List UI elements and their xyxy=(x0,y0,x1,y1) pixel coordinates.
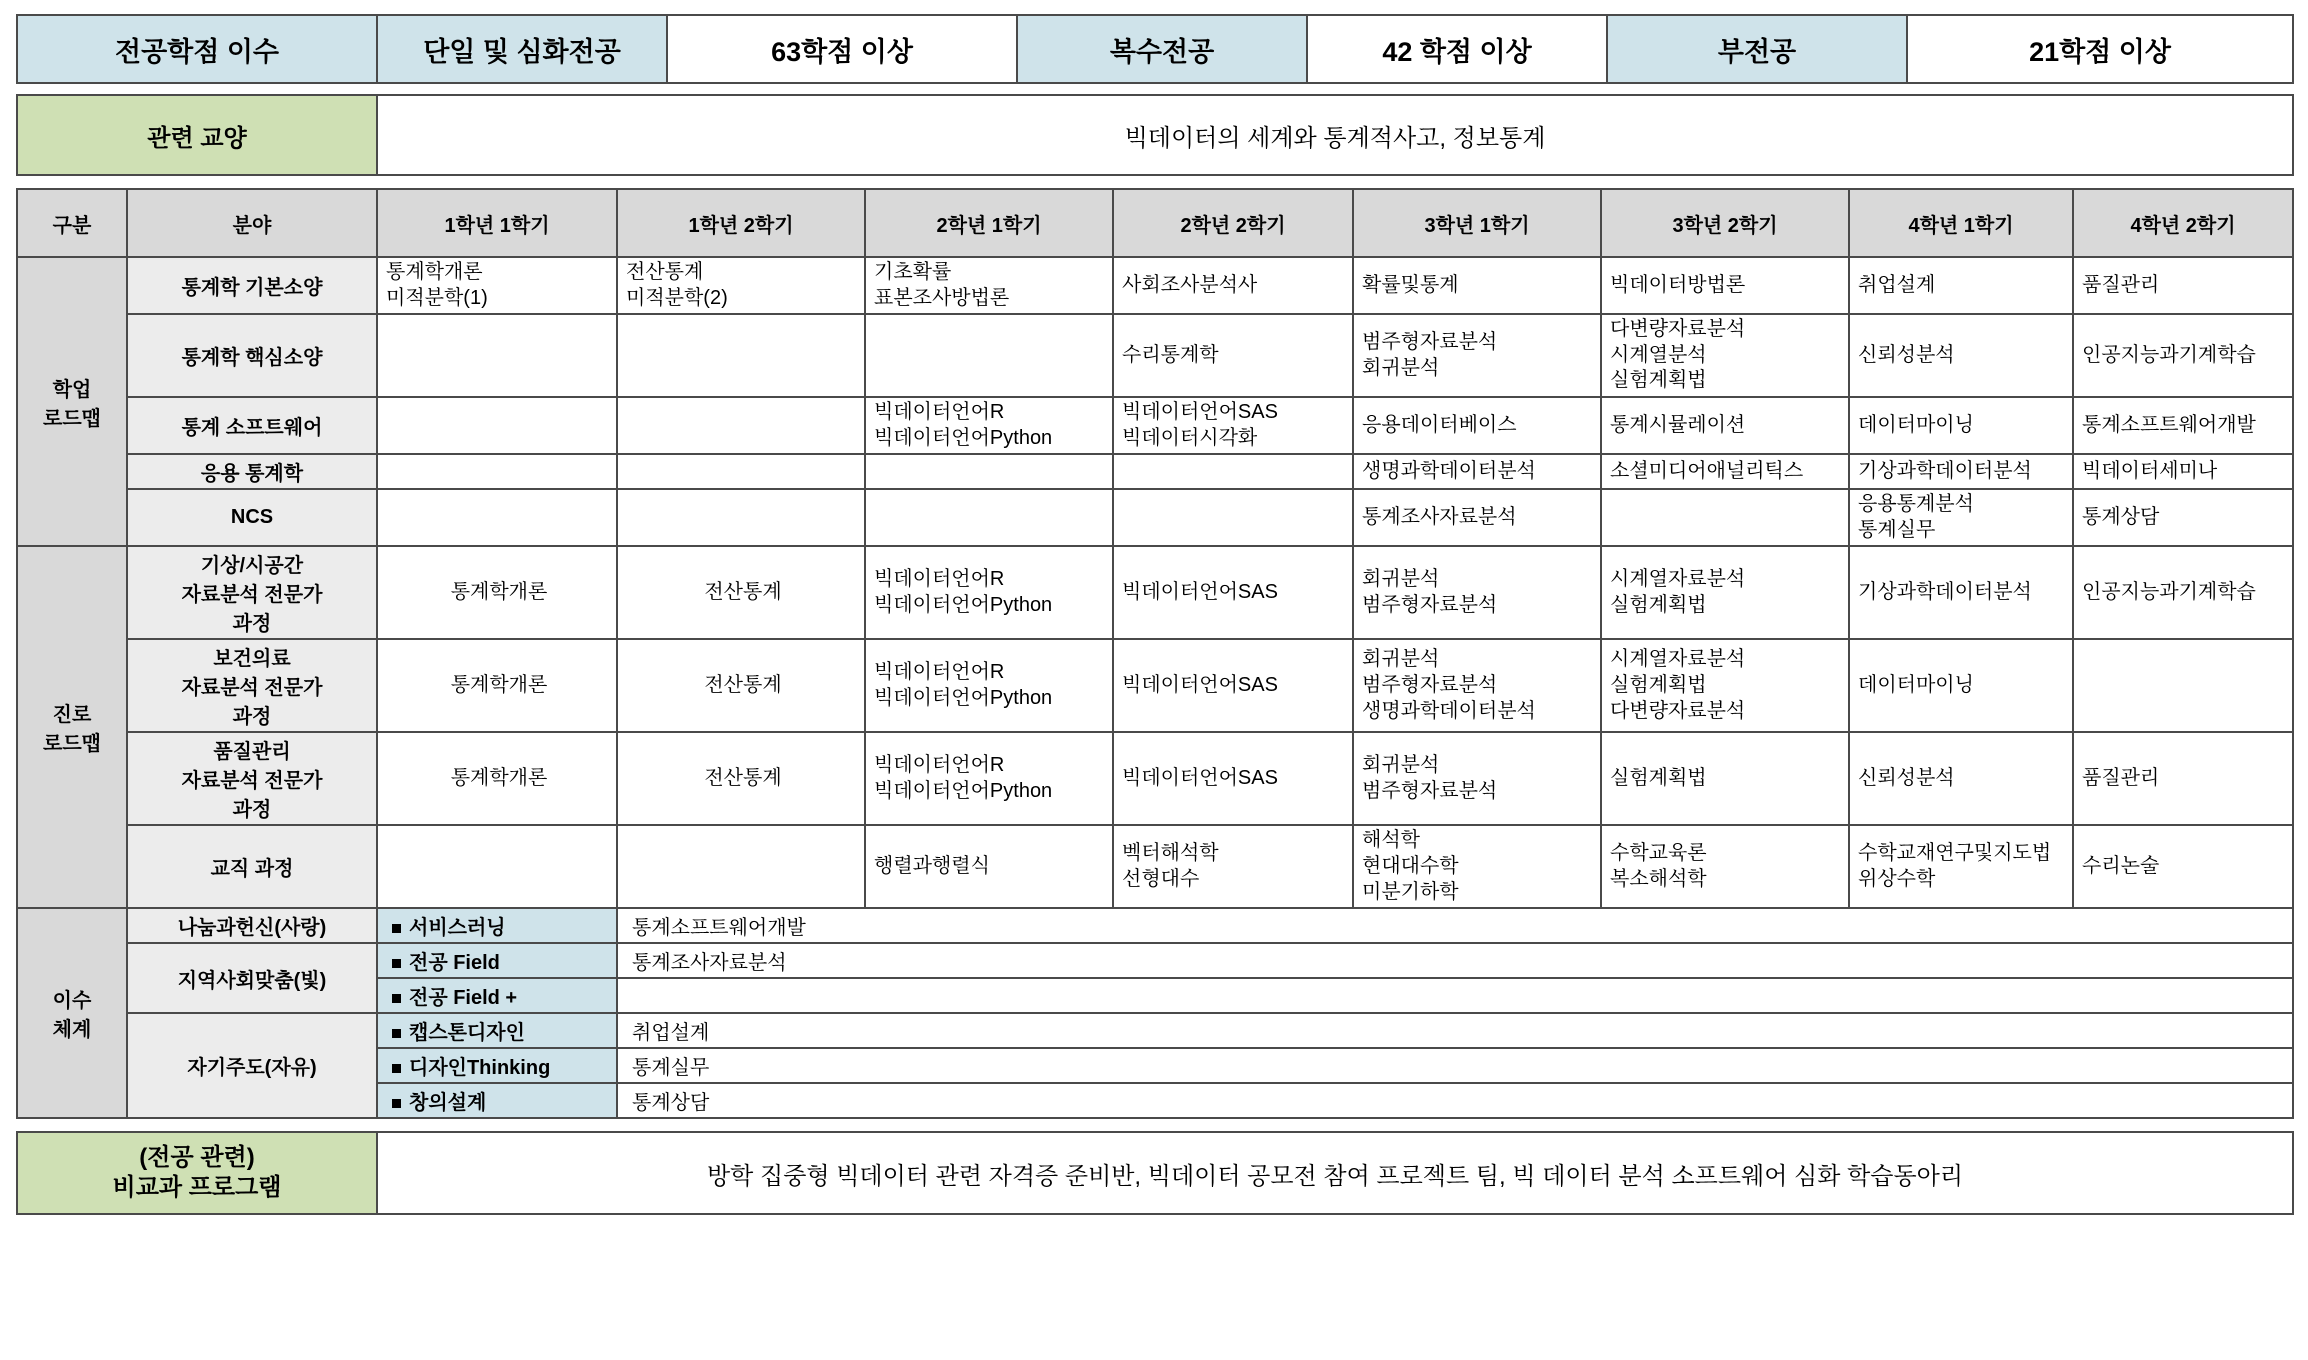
cell-1-3-6: 수학교재연구및지도법 위상수학 xyxy=(1849,825,2073,908)
table-row xyxy=(17,908,2293,943)
group-label-line2: 로드맵 xyxy=(43,733,101,756)
cell-1-1-4: 회귀분석 범주형자료분석 생명과학데이터분석 xyxy=(1353,639,1601,732)
cell-1-2-4: 회귀분석 범주형자료분석 xyxy=(1353,732,1601,825)
header-cell-5: 2학년 2학기 xyxy=(1113,189,1353,257)
cell-0-1-0 xyxy=(377,314,617,397)
cell-0-1-5: 다변량자료분석 시계열분석 실험계획법 xyxy=(1601,314,1849,397)
credits-item-name-0: 단일 및 심화전공 xyxy=(377,15,667,83)
cell-0-2-3: 빅데이터언어SAS 빅데이터시각화 xyxy=(1113,397,1353,454)
table-row xyxy=(17,1132,2293,1214)
extracurricular-label-line2: 비교과 프로그램 xyxy=(112,1174,282,1202)
cell-0-3-2 xyxy=(865,454,1113,489)
cell-0-0-2: 기초확률 표본조사방법론 xyxy=(865,257,1113,314)
cell-0-3-4: 생명과학데이터분석 xyxy=(1353,454,1601,489)
completion-value-1: 통계조사자료분석 xyxy=(617,943,2293,978)
chip-label: 전공 Field xyxy=(409,952,500,975)
field-label-0-3: 응용 통계학 xyxy=(127,454,377,489)
chip-label: 창의설계 xyxy=(409,1092,487,1115)
cell-1-3-4: 해석학 현대대수학 미분기하학 xyxy=(1353,825,1601,908)
bullet-icon xyxy=(392,1099,401,1108)
completion-category-3: 자기주도(자유) xyxy=(127,1013,377,1118)
table-row xyxy=(17,15,2293,83)
cell-1-2-1: 전산통계 xyxy=(617,732,865,825)
cell-1-1-7 xyxy=(2073,639,2293,732)
cell-0-3-1 xyxy=(617,454,865,489)
cell-0-3-0 xyxy=(377,454,617,489)
table-row xyxy=(17,314,2293,397)
chip-label: 전공 Field + xyxy=(409,987,518,1010)
cell-0-3-7: 빅데이터세미나 xyxy=(2073,454,2293,489)
field-label-1-3: 교직 과정 xyxy=(127,825,377,908)
cell-0-3-5: 소셜미디어애널리틱스 xyxy=(1601,454,1849,489)
cell-0-2-2: 빅데이터언어R 빅데이터언어Python xyxy=(865,397,1113,454)
cell-1-1-0: 통계학개론 xyxy=(377,639,617,732)
cell-1-0-4: 회귀분석 범주형자료분석 xyxy=(1353,546,1601,639)
cell-0-0-0: 통계학개론 미적분학(1) xyxy=(377,257,617,314)
completion-value-3: 취업설계 xyxy=(617,1013,2293,1048)
group-label-completion xyxy=(17,908,127,1118)
completion-value-2 xyxy=(617,978,2293,1013)
cell-1-0-0: 통계학개론 xyxy=(377,546,617,639)
field-label-0-2: 통계 소프트웨어 xyxy=(127,397,377,454)
liberal-value: 빅데이터의 세계와 통계적사고, 정보통계 xyxy=(377,95,2293,175)
cell-1-1-3: 빅데이터언어SAS xyxy=(1113,639,1353,732)
extracurricular-table xyxy=(16,1131,2294,1215)
cell-0-1-7: 인공지능과기계학습 xyxy=(2073,314,2293,397)
credits-item-value-2: 21학점 이상 xyxy=(1907,15,2293,83)
table-row xyxy=(17,257,2293,314)
completion-value-5: 통계상담 xyxy=(617,1083,2293,1118)
extracurricular-label-line1: (전공 관련) xyxy=(139,1144,255,1172)
cell-0-0-3: 사회조사분석사 xyxy=(1113,257,1353,314)
header-cell-3: 1학년 2학기 xyxy=(617,189,865,257)
completion-value-0: 통계소프트웨어개발 xyxy=(617,908,2293,943)
completion-chip-1 xyxy=(377,943,617,978)
credits-item-name-2: 부전공 xyxy=(1607,15,1907,83)
cell-1-0-5: 시계열자료분석 실험계획법 xyxy=(1601,546,1849,639)
cell-1-3-1 xyxy=(617,825,865,908)
table-header-row xyxy=(17,189,2293,257)
cell-1-3-5: 수학교육론 복소해석학 xyxy=(1601,825,1849,908)
credits-label: 전공학점 이수 xyxy=(17,15,377,83)
field-label-1-0 xyxy=(127,546,377,639)
cell-0-1-6: 신뢰성분석 xyxy=(1849,314,2073,397)
field-line: 기상/시공간 xyxy=(200,555,304,578)
cell-0-3-3 xyxy=(1113,454,1353,489)
cell-0-1-4: 범주형자료분석 회귀분석 xyxy=(1353,314,1601,397)
bullet-icon xyxy=(392,1029,401,1038)
header-cell-0: 구분 xyxy=(17,189,127,257)
cell-1-1-6: 데이터마이닝 xyxy=(1849,639,2073,732)
liberal-arts-table xyxy=(16,94,2294,176)
cell-1-1-5: 시계열자료분석 실험계획법 다변량자료분석 xyxy=(1601,639,1849,732)
cell-0-0-4: 확률및통계 xyxy=(1353,257,1601,314)
field-line: 과정 xyxy=(232,613,272,636)
header-cell-2: 1학년 1학기 xyxy=(377,189,617,257)
field-label-0-1: 통계학 핵심소양 xyxy=(127,314,377,397)
field-line: 과정 xyxy=(232,799,272,822)
cell-0-1-2 xyxy=(865,314,1113,397)
table-row xyxy=(17,943,2293,978)
cell-0-0-7: 품질관리 xyxy=(2073,257,2293,314)
main-roadmap-table xyxy=(16,188,2294,1119)
cell-0-4-0 xyxy=(377,489,617,546)
cell-0-2-6: 데이터마이닝 xyxy=(1849,397,2073,454)
cell-0-4-6: 응용통계분석 통계실무 xyxy=(1849,489,2073,546)
cell-0-1-1 xyxy=(617,314,865,397)
cell-1-3-7: 수리논술 xyxy=(2073,825,2293,908)
cell-0-2-5: 통계시뮬레이션 xyxy=(1601,397,1849,454)
cell-0-0-6: 취업설계 xyxy=(1849,257,2073,314)
table-row xyxy=(17,95,2293,175)
cell-0-2-7: 통계소프트웨어개발 xyxy=(2073,397,2293,454)
cell-0-4-3 xyxy=(1113,489,1353,546)
cell-0-3-6: 기상과학데이터분석 xyxy=(1849,454,2073,489)
header-cell-1: 분야 xyxy=(127,189,377,257)
header-cell-9: 4학년 2학기 xyxy=(2073,189,2293,257)
cell-0-4-1 xyxy=(617,489,865,546)
completion-chip-5 xyxy=(377,1083,617,1118)
cell-1-1-1: 전산통계 xyxy=(617,639,865,732)
completion-chip-3 xyxy=(377,1013,617,1048)
cell-1-2-2: 빅데이터언어R 빅데이터언어Python xyxy=(865,732,1113,825)
field-line: 자료분석 전문가 xyxy=(181,770,323,793)
field-line: 자료분석 전문가 xyxy=(181,677,323,700)
cell-1-1-2: 빅데이터언어R 빅데이터언어Python xyxy=(865,639,1113,732)
completion-category-1: 지역사회맞춤(빛) xyxy=(127,943,377,1013)
table-row xyxy=(17,546,2293,639)
cell-0-1-3: 수리통계학 xyxy=(1113,314,1353,397)
extracurricular-label xyxy=(17,1132,377,1214)
cell-1-2-6: 신뢰성분석 xyxy=(1849,732,2073,825)
cell-0-2-0 xyxy=(377,397,617,454)
cell-1-3-3: 벡터해석학 선형대수 xyxy=(1113,825,1353,908)
table-row xyxy=(17,825,2293,908)
group-label-academic xyxy=(17,257,127,546)
credits-table xyxy=(16,14,2294,84)
header-cell-7: 3학년 2학기 xyxy=(1601,189,1849,257)
cell-1-0-2: 빅데이터언어R 빅데이터언어Python xyxy=(865,546,1113,639)
extracurricular-value: 방학 집중형 빅데이터 관련 자격증 준비반, 빅데이터 공모전 참여 프로젝트 팀, 빅 데이터 분석 소프트웨어 심화 학습동아리 xyxy=(377,1132,2293,1214)
header-cell-8: 4학년 1학기 xyxy=(1849,189,2073,257)
field-label-1-1 xyxy=(127,639,377,732)
cell-1-3-2: 행렬과행렬식 xyxy=(865,825,1113,908)
cell-0-4-4: 통계조사자료분석 xyxy=(1353,489,1601,546)
group-label-line1: 진로 xyxy=(52,704,92,727)
bullet-icon xyxy=(392,959,401,968)
header-cell-6: 3학년 1학기 xyxy=(1353,189,1601,257)
completion-category-0: 나눔과헌신(사랑) xyxy=(127,908,377,943)
field-label-1-2 xyxy=(127,732,377,825)
table-row xyxy=(17,732,2293,825)
cell-0-0-1: 전산통계 미적분학(2) xyxy=(617,257,865,314)
cell-1-0-7: 인공지능과기계학습 xyxy=(2073,546,2293,639)
cell-0-4-7: 통계상담 xyxy=(2073,489,2293,546)
field-line: 품질관리 xyxy=(213,741,291,764)
group-label-line1: 학업 xyxy=(52,378,92,401)
table-row xyxy=(17,397,2293,454)
chip-label: 디자인Thinking xyxy=(409,1057,551,1080)
credits-item-name-1: 복수전공 xyxy=(1017,15,1307,83)
chip-label: 서비스러닝 xyxy=(409,917,506,940)
bullet-icon xyxy=(392,1064,401,1073)
cell-0-4-5 xyxy=(1601,489,1849,546)
cell-1-2-7: 품질관리 xyxy=(2073,732,2293,825)
cell-0-2-1 xyxy=(617,397,865,454)
field-line: 자료분석 전문가 xyxy=(181,584,323,607)
completion-chip-4 xyxy=(377,1048,617,1083)
completion-chip-2 xyxy=(377,978,617,1013)
cell-1-2-3: 빅데이터언어SAS xyxy=(1113,732,1353,825)
table-row xyxy=(17,1013,2293,1048)
cell-1-0-6: 기상과학데이터분석 xyxy=(1849,546,2073,639)
cell-0-2-4: 응용데이터베이스 xyxy=(1353,397,1601,454)
table-row xyxy=(17,639,2293,732)
table-row xyxy=(17,454,2293,489)
credits-item-value-1: 42 학점 이상 xyxy=(1307,15,1607,83)
bullet-icon xyxy=(392,924,401,933)
bullet-icon xyxy=(392,994,401,1003)
cell-1-3-0 xyxy=(377,825,617,908)
field-label-0-0: 통계학 기본소양 xyxy=(127,257,377,314)
liberal-label: 관련 교양 xyxy=(17,95,377,175)
cell-1-0-3: 빅데이터언어SAS xyxy=(1113,546,1353,639)
cell-1-2-0: 통계학개론 xyxy=(377,732,617,825)
group-label-line2: 로드맵 xyxy=(43,407,101,430)
chip-label: 캡스톤디자인 xyxy=(409,1022,525,1045)
header-cell-4: 2학년 1학기 xyxy=(865,189,1113,257)
field-line: 과정 xyxy=(232,706,272,729)
group-label-career xyxy=(17,546,127,908)
cell-1-0-1: 전산통계 xyxy=(617,546,865,639)
cell-0-0-5: 빅데이터방법론 xyxy=(1601,257,1849,314)
cell-0-4-2 xyxy=(865,489,1113,546)
group-label-line1: 이수 xyxy=(52,990,92,1013)
completion-chip-0 xyxy=(377,908,617,943)
field-line: 보건의료 xyxy=(213,648,291,671)
credits-item-value-0: 63학점 이상 xyxy=(667,15,1017,83)
field-label-0-4: NCS xyxy=(127,489,377,546)
group-label-line2: 체계 xyxy=(52,1019,92,1042)
completion-value-4: 통계실무 xyxy=(617,1048,2293,1083)
cell-1-2-5: 실험계획법 xyxy=(1601,732,1849,825)
table-row xyxy=(17,489,2293,546)
